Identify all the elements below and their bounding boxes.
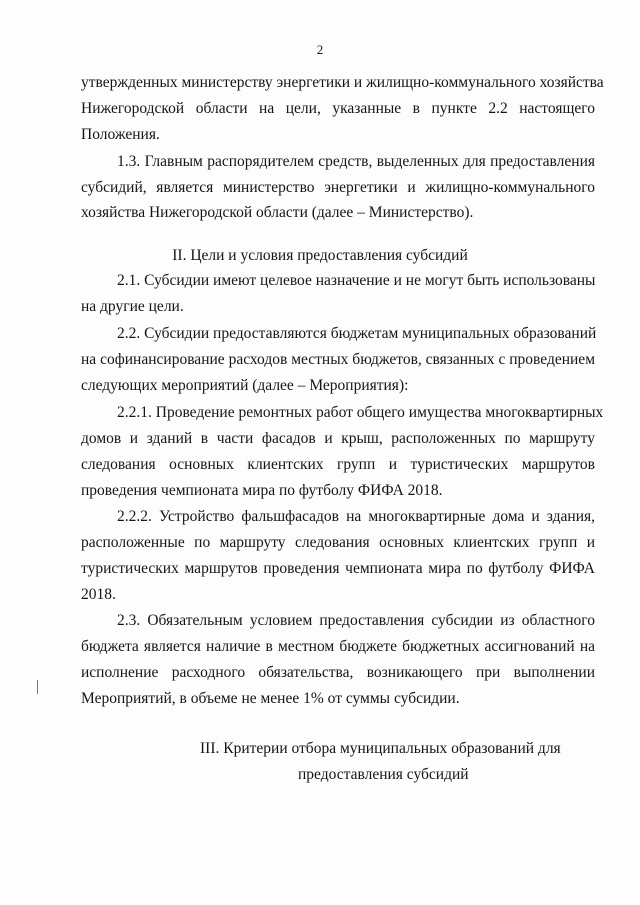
text-line: следующих мероприятий (далее – Мероприятия): [81, 377, 409, 394]
text-line: субсидий, является министерство энергетики и жилищно-коммунального [81, 179, 595, 196]
text-line: 2.2. Субсидии предоставляются бюджетам муниципальных образований [117, 325, 597, 342]
scan-margin-mark [37, 680, 38, 694]
text-line: расположенные по маршруту следования основных клиентских групп и [81, 534, 595, 551]
text-line: на софинансирование расходов местных бюджетов, связанных с проведением [81, 351, 595, 368]
section-heading: II. Цели и условия предоставления субсидий [172, 247, 468, 264]
text-line: на другие цели. [81, 298, 184, 315]
section-heading: предоставления субсидий [298, 766, 469, 783]
text-line: 2.3. Обязательным условием предоставления субсидии из областного [117, 612, 595, 629]
text-line: 2.2.2. Устройство фальшфасадов на многоквартирные дома и здания, [117, 508, 595, 525]
text-line: 2.2.1. Проведение ремонтных работ общего имущества многоквартирных [117, 404, 604, 421]
text-line: хозяйства Нижегородской области (далее – Министерство). [81, 204, 474, 221]
text-line: 2018. [81, 586, 116, 603]
text-line: домов и зданий в части фасадов и крыш, расположенных по маршруту [81, 430, 595, 447]
text-line: туристических маршрутов проведения чемпионата мира по футболу ФИФА [81, 560, 595, 577]
text-line: следования основных клиентских групп и туристических маршрутов [81, 456, 595, 473]
text-line: Мероприятий, в объеме не менее 1% от суммы субсидии. [81, 690, 460, 707]
text-line: Нижегородской области на цели, указанные в пункте 2.2 настоящего [81, 100, 595, 117]
text-line: бюджета является наличие в местном бюджете бюджетных ассигнований на [81, 638, 595, 655]
text-line: исполнение расходного обязательства, возникающего при выполнении [81, 664, 595, 681]
page-number: 2 [316, 42, 324, 57]
text-line: утвержденных министерству энергетики и жилищно-коммунального хозяйства [81, 74, 604, 91]
text-line: Положения. [81, 126, 160, 143]
text-line: проведения чемпионата мира по футболу ФИФА 2018. [81, 482, 443, 499]
text-line: 1.3. Главным распорядителем средств, выделенных для предоставления [117, 153, 595, 170]
text-line: 2.1. Субсидии имеют целевое назначение и не могут быть использованы [117, 272, 596, 289]
section-heading: III. Критерии отбора муниципальных образований для [200, 740, 561, 757]
